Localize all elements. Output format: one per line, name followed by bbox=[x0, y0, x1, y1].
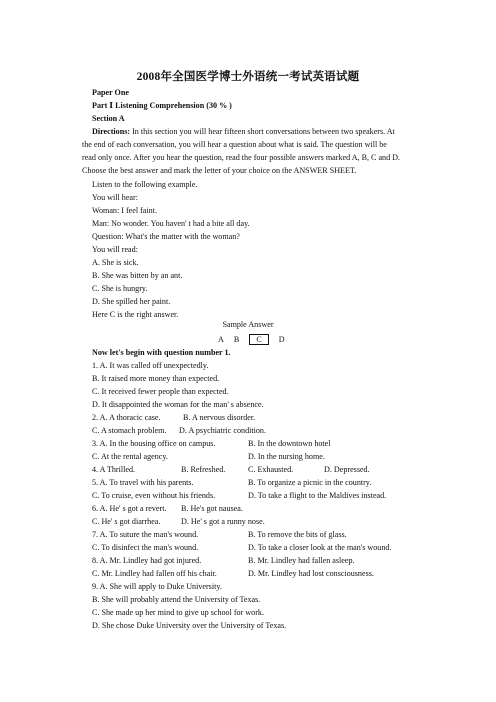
q2-option-d: D. A psychiatric condition. bbox=[179, 426, 266, 435]
q7-option-b: B. To remove the bits of glass. bbox=[248, 530, 347, 539]
example-option-d: D. She spilled her paint. bbox=[92, 297, 171, 306]
q8-option-d: D. Mr. Lindley had lost consciousness. bbox=[248, 569, 374, 578]
q1-option-b: B. It raised more money than expected. bbox=[92, 374, 220, 383]
example-man: Man: No wonder. You haven' t had a bite all day. bbox=[92, 219, 250, 228]
q4-option-d: D. Depressed. bbox=[324, 465, 370, 474]
q2-option-b: B. A nervous disorder. bbox=[183, 413, 256, 422]
directions-line-2: the end of each conversation, you will hear a question about what is said. The question will be bbox=[82, 140, 387, 149]
q3-option-d: D. In the nursing home. bbox=[248, 452, 325, 461]
q5-option-d: D. To take a flight to the Maldives instead. bbox=[248, 491, 387, 500]
sample-answer-row bbox=[218, 334, 293, 345]
q2-option-c: C. A stomach problem. bbox=[92, 426, 167, 435]
example-option-a: A. She is sick. bbox=[92, 258, 139, 267]
q6-option-b: B. He's got nausea. bbox=[181, 504, 243, 513]
q3-option-b: B. In the downtown hotel bbox=[248, 439, 331, 448]
directions-line-3: read only once. After you hear the question, read the four possible answers marked A, B, C and D. bbox=[82, 153, 401, 162]
q6-option-d: D. He' s got a runny nose. bbox=[181, 517, 265, 526]
directions-label: Directions: bbox=[92, 127, 131, 136]
q6-option-a: 6. A. He' s got a revert. bbox=[92, 504, 167, 513]
q8-option-a: 8. A. Mr. Lindley had got injured. bbox=[92, 556, 202, 565]
q7-option-a: 7. A. To suture the man's wound. bbox=[92, 530, 199, 539]
directions-line-4: Choose the best answer and mark the letter of your choice on the ANSWER SHEET. bbox=[82, 166, 357, 175]
q9-option-d: D. She chose Duke University over the University of Texas. bbox=[92, 621, 287, 630]
example-woman: Woman: I feel faint. bbox=[92, 206, 157, 215]
sample-letter-d: D bbox=[278, 335, 285, 344]
example-read: You will read: bbox=[92, 245, 138, 254]
q4-option-b: B. Refreshed. bbox=[181, 465, 226, 474]
q1-option-a: 1. A. It was called off unexpectedly. bbox=[92, 361, 209, 370]
section-heading: Section A bbox=[92, 114, 125, 123]
q6-option-c: C. He' s got diarrhea. bbox=[92, 517, 161, 526]
q7-option-c: C. To disinfect the man's wound. bbox=[92, 543, 199, 552]
q4-option-c: C. Exhausted. bbox=[248, 465, 294, 474]
q3-option-a: 3. A. In the housing office on campus. bbox=[92, 439, 216, 448]
q9-option-b: B. She will probably attend the University of Texas. bbox=[92, 595, 261, 604]
q1-option-c: C. It received fewer people than expected. bbox=[92, 387, 229, 396]
q8-option-c: C. Mr. Lindley had fallen off his chair. bbox=[92, 569, 217, 578]
example-intro: Listen to the following example. bbox=[92, 180, 198, 189]
sample-letter-b: B bbox=[233, 335, 240, 344]
directions-text-1: In this section you will hear fifteen short conversations between two speakers. At bbox=[130, 127, 395, 136]
example-option-b: B. She was bitten by an ant. bbox=[92, 271, 183, 280]
directions-line-1 bbox=[92, 127, 395, 137]
q1-option-d: D. It disappointed the woman for the man' s absence. bbox=[92, 400, 264, 409]
q5-option-b: B. To organize a picnic in the country. bbox=[248, 478, 372, 487]
example-answer-note: Here C is the right answer. bbox=[92, 310, 179, 319]
q7-option-d: D. To take a closer look at the man's wound. bbox=[248, 543, 392, 552]
q8-option-b: B. Mr. Lindley had fallen asleep. bbox=[248, 556, 355, 565]
example-question: Question: What's the matter with the woman? bbox=[92, 232, 240, 241]
q9-option-c: C. She made up her mind to give up school for work. bbox=[92, 608, 264, 617]
sample-letter-c-selected: C bbox=[249, 334, 268, 345]
q9-option-a: 9. A. She will apply to Duke University. bbox=[92, 582, 222, 591]
q5-option-a: 5. A. To travel with his parents. bbox=[92, 478, 194, 487]
q5-option-c: C. To cruise, even without his friends. bbox=[92, 491, 216, 500]
example-hear: You will hear: bbox=[92, 193, 138, 202]
sample-letter-a: A bbox=[218, 335, 224, 344]
q3-option-c: C. At the rental agency. bbox=[92, 452, 168, 461]
document-title: 2008年全国医学博士外语统一考试英语试题 bbox=[136, 71, 360, 83]
example-option-c: C. She is hungry. bbox=[92, 284, 148, 293]
begin-instruction: Now let's begin with question number 1. bbox=[92, 348, 231, 357]
paper-heading: Paper One bbox=[92, 88, 129, 97]
part-heading: Part Ⅰ Listening Comprehension (30 % ) bbox=[92, 101, 232, 110]
q4-option-a: 4. A Thrilled. bbox=[92, 465, 136, 474]
q2-option-a: 2. A. A thoracic case. bbox=[92, 413, 161, 422]
sample-answer-title: Sample Answer bbox=[222, 320, 274, 329]
